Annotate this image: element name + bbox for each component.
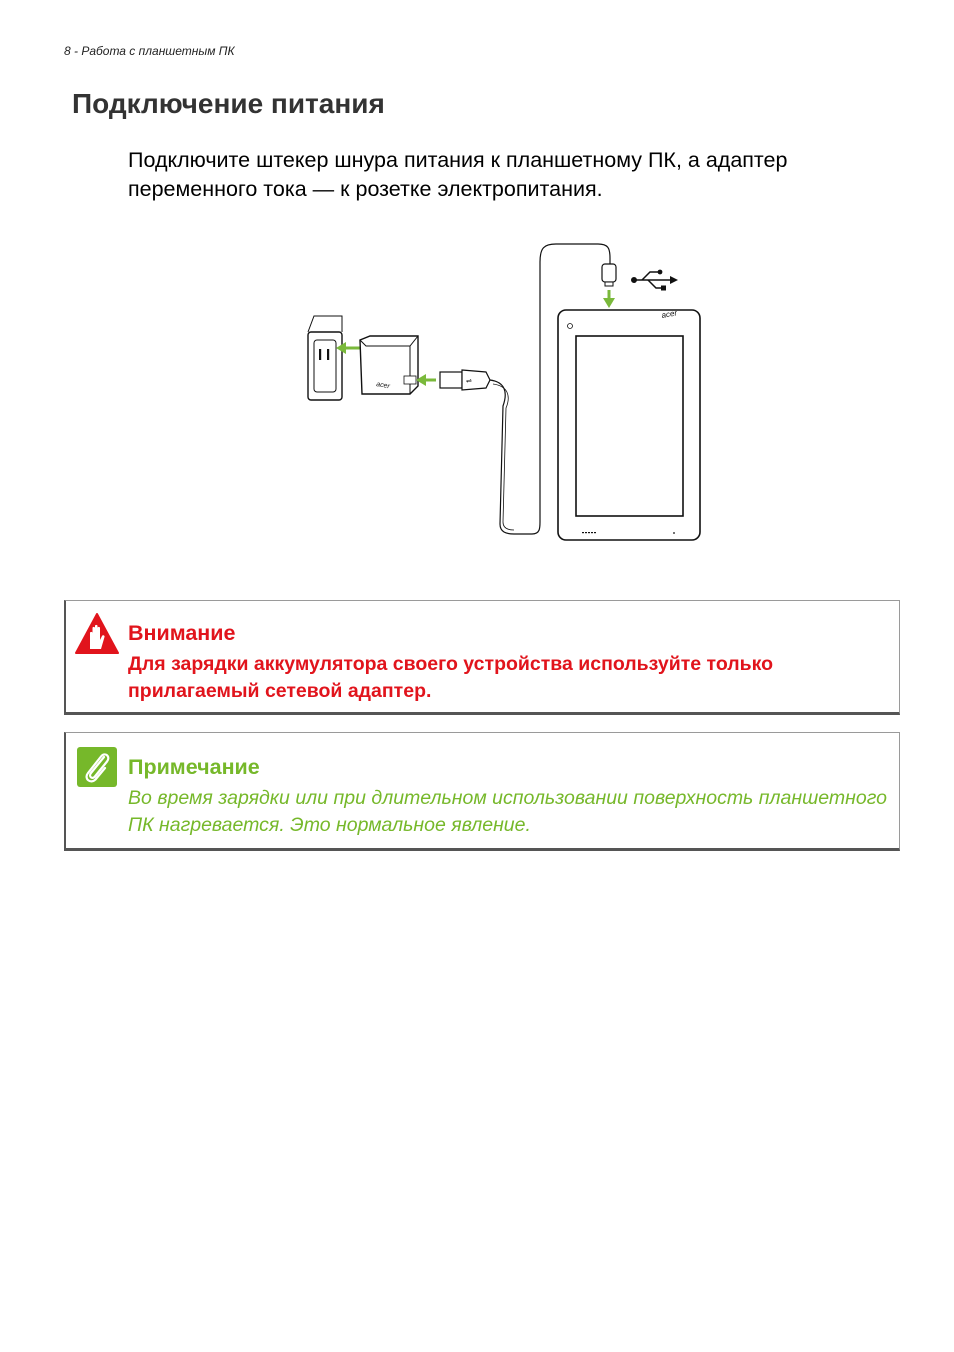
tablet: [558, 308, 700, 540]
tablet-brand-label: acer: [660, 308, 678, 320]
tablet-arrow-icon: [603, 290, 615, 308]
warning-text: Для зарядки аккумулятора своего устройства используйте только прилагаемый сетевой адаптер.: [128, 653, 774, 702]
adapter-brand-label: acer: [375, 381, 391, 391]
warning-hand-icon: [74, 611, 120, 657]
usb-symbol-icon: [631, 270, 678, 291]
instruction-text: Подключите штекер шнура питания к планшетному ПК, а адаптер переменного тока — к розетке электропитания.: [128, 148, 788, 201]
section-title: Подключение питания: [72, 88, 385, 119]
warning-callout: [64, 600, 900, 715]
wall-outlet: [308, 316, 342, 400]
warning-title: Внимание: [128, 621, 236, 645]
paperclip-icon: [74, 743, 120, 789]
micro-usb-plug: [602, 264, 616, 286]
power-adapter: [360, 336, 418, 394]
svg-text:⇌: ⇌: [466, 378, 472, 385]
note-text: Во время зарядки или при длительном использовании поверхность планшетного ПК нагревается. Это нормальное явление.: [128, 787, 887, 836]
usb-plug: [440, 370, 490, 390]
note-title: Примечание: [128, 755, 260, 779]
note-callout: [64, 732, 900, 851]
charging-illustration: [300, 236, 720, 546]
usb-arrow-icon: [416, 374, 436, 386]
running-header: 8 - Работа с планшетным ПК: [64, 44, 235, 58]
